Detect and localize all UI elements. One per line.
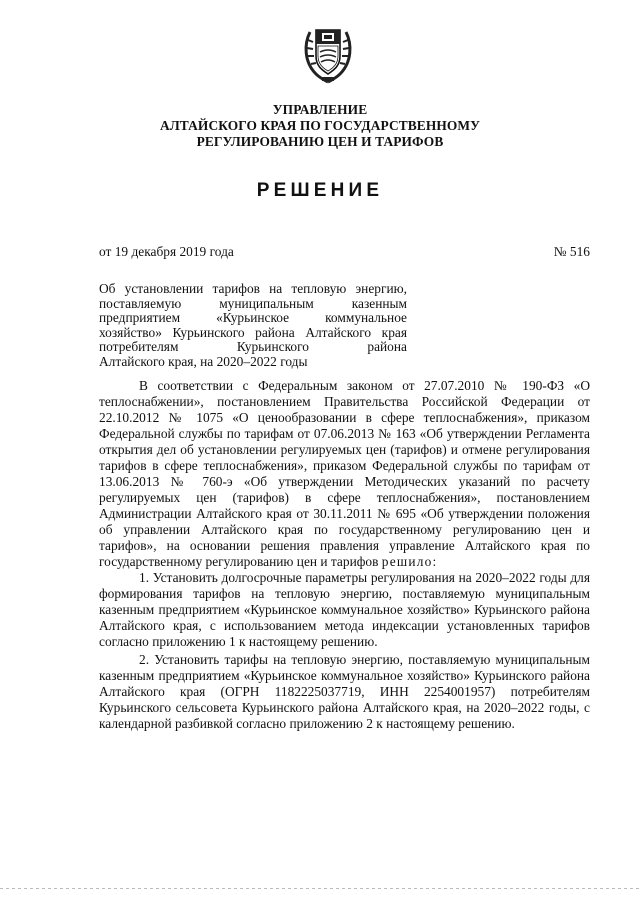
document-number: № 516 [553,244,590,259]
org-name-line1: УПРАВЛЕНИЕ [272,102,368,117]
subject-text: Об установлении тарифов на тепловую энергию, поставляемую муниципальным казенным предприятием «Курьинское коммунальное хозяйство» Курьинского района Алтайского края потребителям Курьинского района [99,281,407,355]
preamble-text: В соответствии с Федеральным законом от 27.07.2010 № 190-ФЗ «О теплоснабжении», постановлением Правительства Российской Федерации от 22.10.2012 № 1075 «О ценообразовании в сфере теплоснабжения», приказом Федеральной службы по тарифам от 07.06.2013 № 163 «Об утверждении Регламента открытия дел об установлении регулируемых цен (тарифов) и отмене регулирования тарифов в сфере теплоснабжения», приказом Федеральной службы по тарифам от 13.06.2013 № 760-э «Об утверждении Методических указаний по расчету регулируемых цен (тарифов) в сфере теплоснабжения», постановлением Администрации Алтайского края от 30.11.2011 № 695 «Об утверждении положения об управлении Алтайского края по государственному регулированию цен и тарифов», на основании решения правления управление Алтайского края по государственному регулированию цен и тарифов [99,378,590,569]
preamble-paragraph: В соответствии с Федеральным законом от 27.07.2010 № 190-ФЗ «О теплоснабжении», постановлением Правительства Российской Федерации от 22.10.2012 № 1075 «О ценообразовании в сфере теплоснабжения», приказом Федеральной службы по тарифам от 07.06.2013 № 163 «Об утверждении Регламента открытия дел об установлении регулируемых цен (тарифов) и отмене регулирования тарифов в сфере теплоснабжения», приказом Федеральной службы по тарифам от 13.06.2013 № 760-э «Об утверждении Методических указаний по расчету регулируемых цен (тарифов) в сфере теплоснабжения», постановлением Администрации Алтайского края от 30.11.2011 № 695 «Об утверждении положения об управлении Алтайского края по государственному регулированию цен и тарифов», на основании решения правления управление Алтайского края по государственному регулированию цен и тарифов решило: [99,378,590,569]
item-2-paragraph: 2. Установить тарифы на тепловую энергию, поставляемую муниципальным казенным предприятием «Курьинское коммунальное хозяйство» Курьинского района Алтайского края (ОГРН 1182225037719, ИНН 2254001957) потребителям Курьинского сельсовета Курьинского района Алтайского края, на 2020–2022 годы, с календарной разбивкой согласно приложению 2 к настоящему решению. [99,652,590,731]
document-subject [99,282,407,370]
item-1-paragraph: 1. Установить долгосрочные параметры регулирования на 2020–2022 годы для формирования тарифов на тепловую энергию, поставляемую муниципальным казенным предприятием «Курьинское коммунальное хозяйство» Курьинского района Алтайского края, с использованием метода индексации установленных тарифов согласно приложению 1 к настоящему решению. [99,570,590,649]
preamble-verb: решило [381,554,433,569]
coat-of-arms-icon [300,22,356,84]
document-date: от 19 декабря 2019 года [99,244,234,259]
subject-text-last: Алтайского края, на 2020–2022 годы [99,353,308,369]
org-name-line2: АЛТАЙСКОГО КРАЯ ПО ГОСУДАРСТВЕННОМУ [159,118,481,133]
document-body [99,378,590,732]
page-bottom-divider [0,888,640,889]
org-name-line3: РЕГУЛИРОВАНИЮ ЦЕН И ТАРИФОВ [196,134,444,149]
document-type-title: РЕШЕНИЕ [256,180,384,201]
